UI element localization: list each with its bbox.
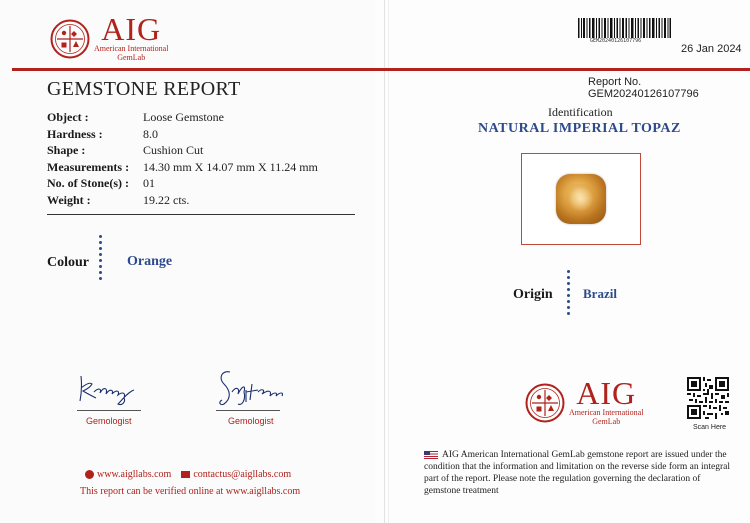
gemstone-fields xyxy=(47,110,367,209)
page-title: GEMSTONE REPORT xyxy=(47,78,241,100)
colour-value: Orange xyxy=(127,254,173,269)
signature-1 xyxy=(76,368,146,408)
field-value: 19.22 cts. xyxy=(143,192,190,207)
identification-label: Identification xyxy=(548,105,613,119)
header-divider xyxy=(12,68,750,71)
brand-name: AIG xyxy=(101,11,162,47)
field-value: 8.0 xyxy=(143,126,158,141)
field-label: Weight : xyxy=(47,192,91,207)
disclaimer-body: AIG American International GemLab gemstone report are issued under the condition that the information and limitation on the reverse side form an integral part of the report. Please note the regulation governing the declaration of gemstone treatment xyxy=(424,450,731,496)
field-row xyxy=(47,176,367,193)
qr-code-icon[interactable] xyxy=(687,377,729,419)
field-label: Object : xyxy=(47,110,89,124)
contact-line xyxy=(85,469,291,480)
signature-2 xyxy=(216,366,292,410)
mail-icon xyxy=(181,471,190,478)
field-label: No. of Stone(s) : xyxy=(47,176,129,190)
field-label: Hardness : xyxy=(47,126,103,141)
identification-value: NATURAL IMPERIAL TOPAZ xyxy=(478,121,681,136)
disclaimer-text xyxy=(424,449,734,497)
colour-label: Colour xyxy=(47,255,89,270)
us-flag-icon xyxy=(424,451,438,459)
gemstone-photo xyxy=(521,153,641,245)
page-fold xyxy=(384,0,385,523)
signature-caption: Gemologist xyxy=(86,416,132,426)
field-row xyxy=(47,110,367,127)
brand-name: AIG xyxy=(576,375,637,411)
colour-dotted-separator xyxy=(99,235,102,283)
brand-logo xyxy=(50,11,169,63)
brand-line1: American International xyxy=(94,44,169,53)
brand-line1: American International xyxy=(569,408,644,417)
gemstone-image xyxy=(556,174,606,224)
barcode-icon xyxy=(578,18,671,38)
page-fold-shadow xyxy=(388,0,389,523)
fields-divider xyxy=(47,214,355,215)
origin-label: Origin xyxy=(513,287,553,302)
signature-caption: Gemologist xyxy=(228,416,274,426)
field-row xyxy=(47,160,367,177)
verify-text: This report can be verified online at www.aigllabs.com xyxy=(80,486,301,497)
report-number: Report No. GEM20240126107796 xyxy=(588,76,699,100)
field-value: 01 xyxy=(143,176,155,190)
field-label: Shape : xyxy=(47,143,86,157)
aig-seal-icon xyxy=(50,19,90,59)
website-link[interactable]: www.aigllabs.com xyxy=(97,469,172,480)
barcode-number: GEM20240126107796 xyxy=(590,38,642,44)
field-row xyxy=(47,127,367,144)
field-row xyxy=(47,143,367,160)
field-value: Cushion Cut xyxy=(143,143,204,157)
origin-dotted-separator xyxy=(567,270,570,318)
field-row xyxy=(47,193,367,210)
origin-value: Brazil xyxy=(583,286,617,301)
brand-line2: GemLab xyxy=(592,417,621,426)
field-value: Loose Gemstone xyxy=(143,110,224,124)
signature-line xyxy=(216,410,280,411)
report-date: 26 Jan 2024 xyxy=(681,43,742,55)
aig-seal-icon xyxy=(525,383,565,423)
email-link[interactable]: contactus@aigllabs.com xyxy=(193,469,292,480)
brand-line2: GemLab xyxy=(117,53,146,62)
scan-here-label: Scan Here xyxy=(693,424,727,431)
field-value: 14.30 mm X 14.07 mm X 11.24 mm xyxy=(143,159,318,174)
globe-icon xyxy=(85,470,94,479)
field-label: Measurements : xyxy=(47,159,130,174)
brand-logo-bottom xyxy=(525,375,644,427)
signature-line xyxy=(77,410,141,411)
